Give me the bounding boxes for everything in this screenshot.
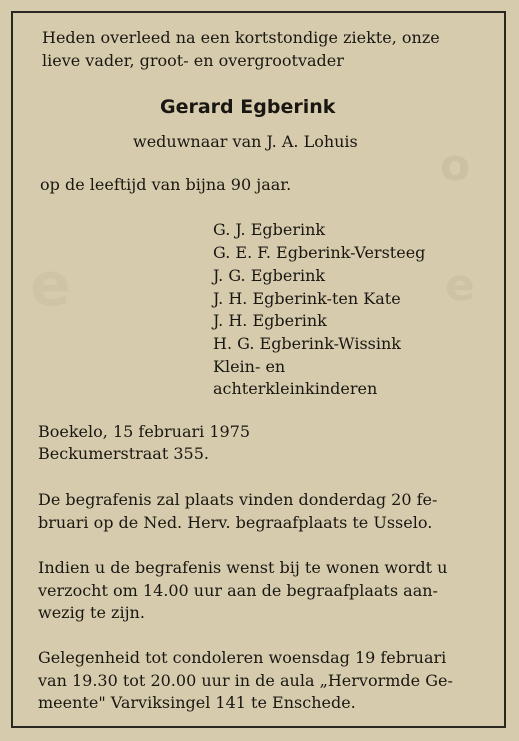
- relative-name: Klein- en: [213, 357, 286, 376]
- relative-name: J. G. Egberink: [213, 266, 326, 285]
- funeral-line: De begrafenis zal plaats vinden donderdag 20 fe-: [38, 490, 438, 509]
- age-line: op de leeftijd van bijna 90 jaar.: [40, 175, 292, 194]
- spouse-line: weduwnaar van J. A. Lohuis: [133, 132, 358, 151]
- deceased-name: Gerard Egberink: [160, 96, 336, 118]
- relative-name: achterkleinkinderen: [213, 379, 378, 398]
- intro-line: lieve vader, groot- en overgrootvader: [42, 51, 344, 70]
- bleed-through-text: o: [440, 140, 471, 191]
- condolence-line: Gelegenheid tot condoleren woensdag 19 februari: [38, 648, 447, 667]
- relative-name: G. E. F. Egberink-Versteeg: [213, 243, 426, 262]
- condolence-line: meente" Varviksingel 141 te Enschede.: [38, 693, 356, 712]
- funeral-line: bruari op de Ned. Herv. begraafplaats te Usselo.: [38, 513, 433, 532]
- attendance-line: verzocht om 14.00 uur aan de begraafplaats aan-: [38, 581, 438, 600]
- address: Beckumerstraat 355.: [38, 444, 209, 463]
- bleed-through-text: e: [445, 260, 475, 311]
- relative-name: G. J. Egberink: [213, 220, 326, 239]
- attendance-line: Indien u de begrafenis wenst bij te wonen wordt u: [38, 558, 448, 577]
- bleed-through-text: e: [30, 250, 71, 320]
- intro-line: Heden overleed na een kortstondige ziekte, onze: [42, 28, 440, 47]
- attendance-line: wezig te zijn.: [38, 603, 145, 622]
- relative-name: H. G. Egberink-Wissink: [213, 334, 401, 353]
- place-date: Boekelo, 15 februari 1975: [38, 422, 251, 441]
- relative-name: J. H. Egberink: [213, 311, 327, 330]
- relative-name: J. H. Egberink-ten Kate: [213, 289, 401, 308]
- condolence-line: van 19.30 tot 20.00 uur in de aula „Hervormde Ge-: [38, 671, 453, 690]
